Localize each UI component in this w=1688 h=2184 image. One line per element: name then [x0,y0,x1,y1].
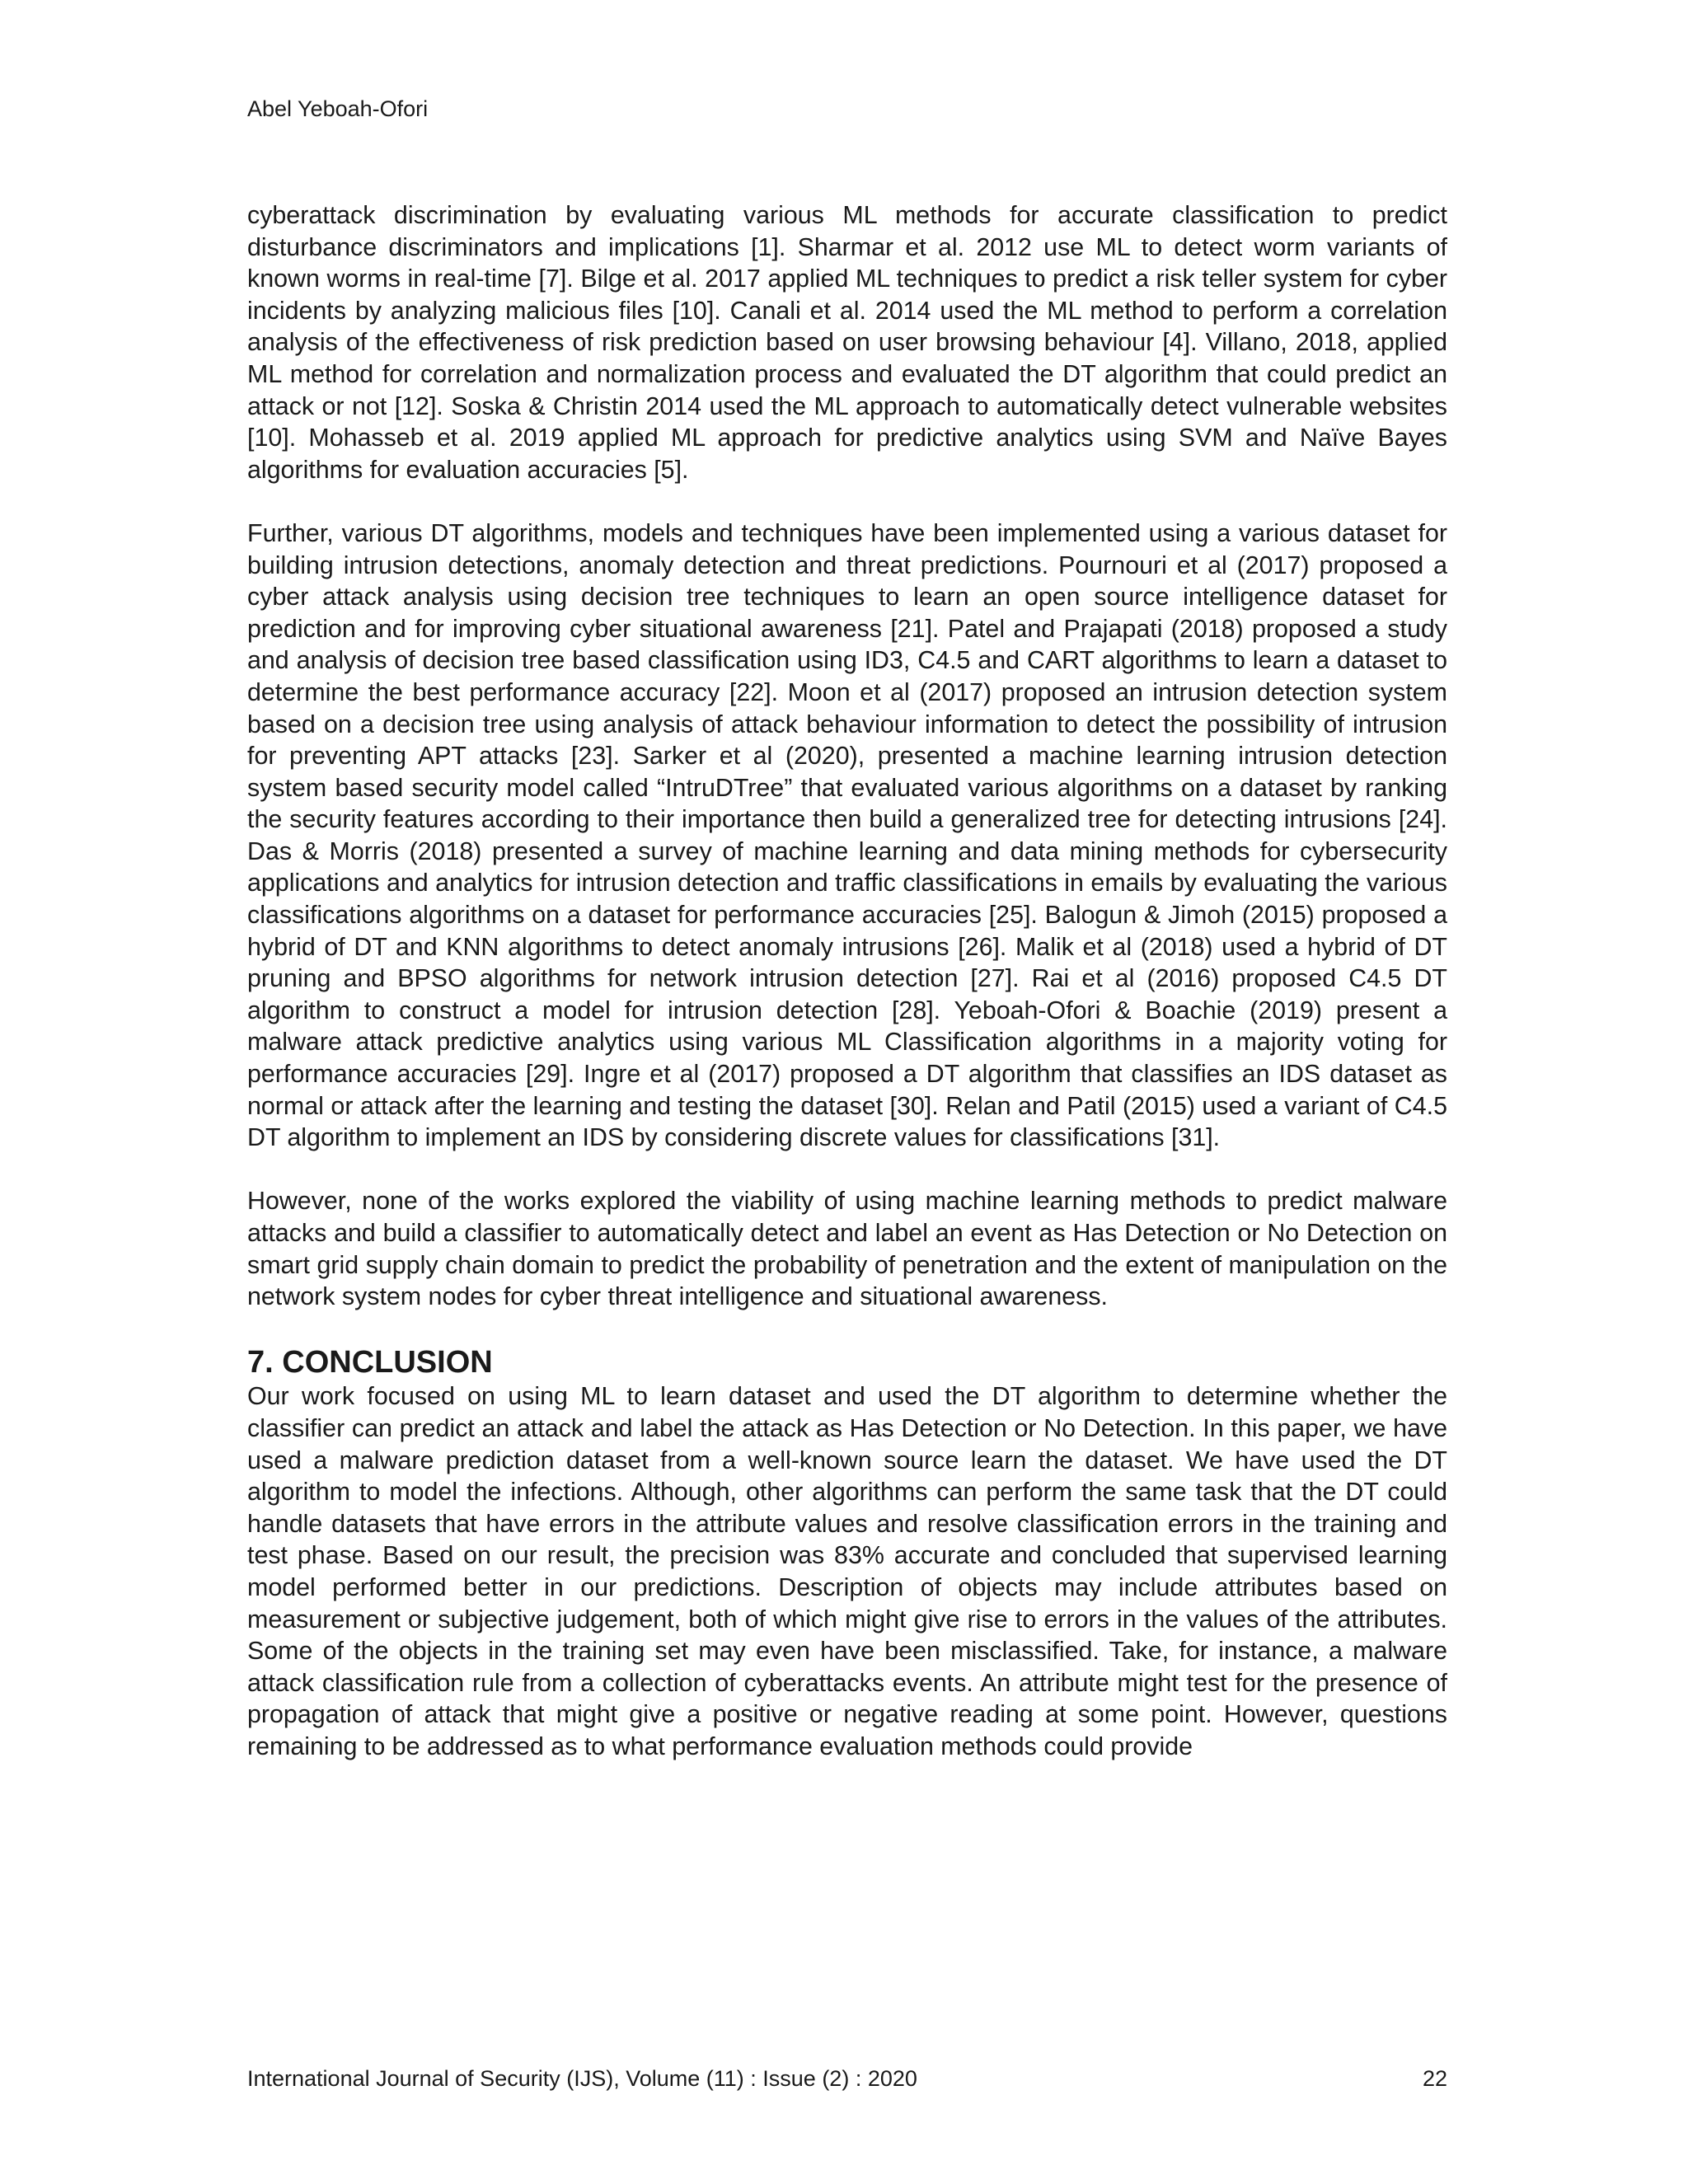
body-paragraph-3: However, none of the works explored the viability of using machine learning methods to predict malware attacks and build a classifier to automatically detect and label an event as Has Detection or No Detection on smart grid supply chain domain to predict the probability of penetration and the extent of manipulation on the network system nodes for cyber threat intelligence and situational awareness. [247,1187,1447,1311]
body-paragraph-1: cyberattack discrimination by evaluating various ML methods for accurate classification to predict disturbance discriminators and implications [1]. Sharmar et al. 2012 use ML to detect worm variants of known worms in real-time [7]. Bilge et al. 2017 applied ML techniques to predict a risk teller system for cyber incidents by analyzing malicious files [10]. Canali et al. 2014 used the ML method to perform a correlation analysis of the effectiveness of risk prediction based on user browsing behaviour [4]. Villano, 2018, applied ML method for correlation and normalization process and evaluated the DT algorithm that could predict an attack or not [12]. Soska & Christin 2014 used the ML approach to automatically detect vulnerable websites [10]. Mohasseb et al. 2019 applied ML approach for predictive analytics using SVM and Naïve Bayes algorithms for evaluation accuracies [5]. [247,201,1447,484]
page-body [247,199,1447,1763]
section-heading-conclusion: 7. CONCLUSION [247,1345,493,1380]
conclusion-paragraph: Our work focused on using ML to learn dataset and used the DT algorithm to determine whether the classifier can predict an attack and label the attack as Has Detection or No Detection. In this paper, we have used a malware prediction dataset from a well-known source learn the dataset. We have used the DT algorithm to model the infections. Although, other algorithms can perform the same task that the DT could handle datasets that have errors in the attribute values and resolve classification errors in the training and test phase. Based on our result, the precision was 83% accurate and concluded that supervised learning model performed better in our predictions. Description of objects may include attributes based on measurement or subjective judgement, both of which might give rise to errors in the values of the attributes. Some of the objects in the training set may even have been misclassified. Take, for instance, a malware attack classification rule from a collection of cyberattacks events. An attribute might test for the presence of propagation of attack that might give a positive or negative reading at some point. However, questions remaining to be addressed as to what performance evaluation methods could provide [247,1382,1447,1760]
page-footer [247,2065,1447,2092]
footer-page-number: 22 [1422,2066,1447,2091]
body-paragraph-2: Further, various DT algorithms, models and techniques have been implemented using a various dataset for building intrusion detections, anomaly detection and threat predictions. Pournouri et al (2017) proposed a cyber attack analysis using decision tree techniques to learn an open source intelligence dataset for prediction and for improving cyber situational awareness [21]. Patel and Prajapati (2018) proposed a study and analysis of decision tree based classification using ID3, C4.5 and CART algorithms to learn a dataset to determine the best performance accuracy [22]. Moon et al (2017) proposed an intrusion detection system based on a decision tree using analysis of attack behaviour information to detect the possibility of intrusion for preventing APT attacks [23]. Sarker et al (2020), presented a machine learning intrusion detection system based security model called “IntruDTree” that evaluated various algorithms on a dataset by ranking the security features according to their importance then build a generalized tree for detecting intrusions [24]. Das & Morris (2018) presented a survey of machine learning and data mining methods for cybersecurity applications and analytics for intrusion detection and traffic classifications in emails by evaluating the various classifications algorithms on a dataset for performance accuracies [25]. Balogun & Jimoh (2015) proposed a hybrid of DT and KNN algorithms to detect anomaly intrusions [26]. Malik et al (2018) used a hybrid of DT pruning and BPSO algorithms for network intrusion detection [27]. Rai et al (2016) proposed C4.5 DT algorithm to construct a model for intrusion detection [28]. Yeboah-Ofori & Boachie (2019) present a malware attack predictive analytics using various ML Classification algorithms in a majority voting for performance accuracies [29]. Ingre et al (2017) proposed a DT algorithm that classifies an IDS dataset as normal or attack after the learning and testing the dataset [30]. Relan and Patil (2015) used a variant of C4.5 DT algorithm to implement an IDS by considering discrete values for classifications [31]. [247,518,1447,1152]
footer-journal-citation: International Journal of Security (IJS), Volume (11) : Issue (2) : 2020 [247,2066,917,2091]
running-head-author: Abel Yeboah-Ofori [247,96,429,121]
